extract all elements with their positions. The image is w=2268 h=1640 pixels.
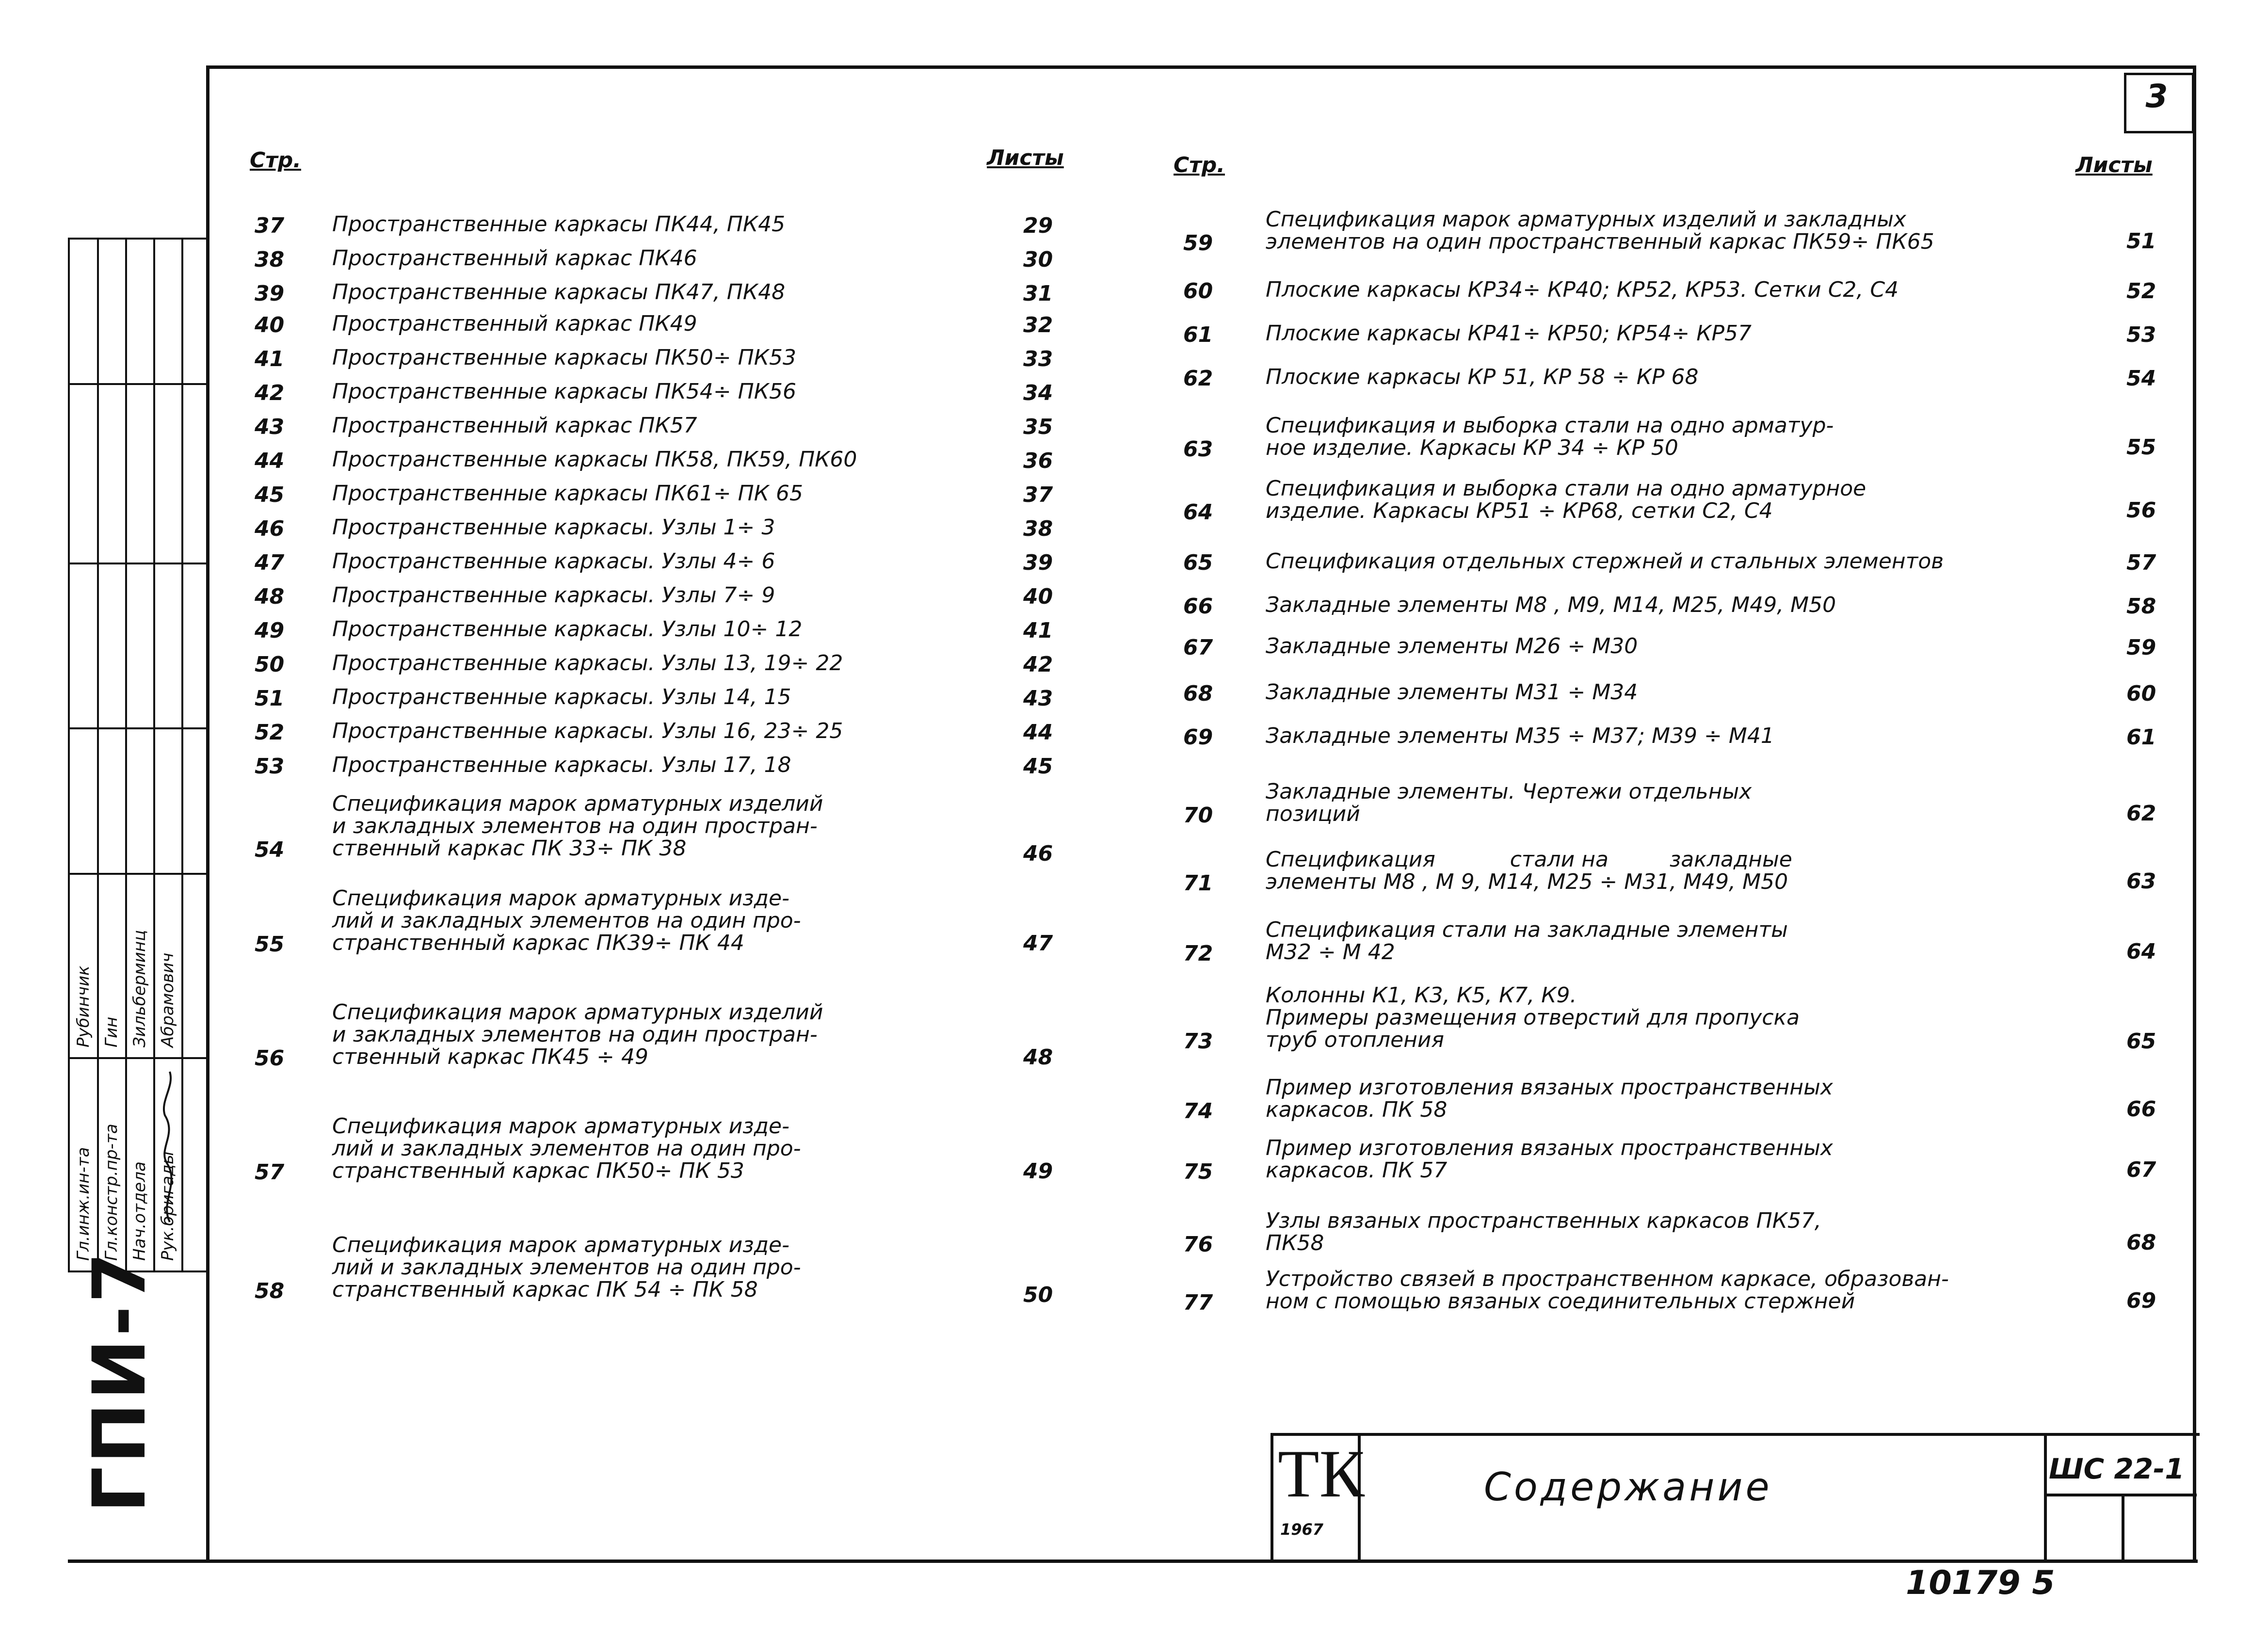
approval-stamp <box>68 238 209 1275</box>
right-sheet-number: 52 <box>2126 279 2156 304</box>
tk-logo: ТК <box>1278 1436 1365 1511</box>
right-entry-title: Плоские каркасы КР41÷ КР50; КР54÷ КР57 <box>1266 321 1752 346</box>
left-entry-title: Пространственные каркасы ПК54÷ ПК56 <box>332 379 796 404</box>
left-sheet-number: 34 <box>1023 381 1053 405</box>
stamp-role-chief-engineer: Гл.инж.ин-та <box>74 1147 93 1261</box>
right-page-number: 64 <box>1183 500 1213 525</box>
right-sheet-number: 65 <box>2126 1029 2156 1054</box>
left-sheet-number: 48 <box>1023 1045 1053 1070</box>
left-sheet-number: 32 <box>1023 313 1053 338</box>
right-entry-title: Колонны К1, К3, К5, К7, К9. Примеры размещения отверстий для пропуска труб отопления <box>1266 983 1800 1052</box>
right-entry-title: Закладные элементы М26 ÷ М30 <box>1266 634 1638 659</box>
stamp-grid <box>68 238 206 1272</box>
left-page-number: 38 <box>255 247 285 272</box>
right-entry-title: Спецификация стали на закладные элементы М32 ÷ М 42 <box>1266 917 1788 965</box>
right-sheet-number: 58 <box>2126 594 2156 619</box>
frame-right-line <box>2193 65 2196 1561</box>
stamp-col-line <box>125 238 127 1270</box>
right-sheet-number: 57 <box>2126 550 2156 575</box>
left-page-number: 55 <box>255 932 285 957</box>
left-entry-title: Пространственный каркас ПК57 <box>332 413 697 438</box>
left-entry-title: Спецификация марок арматурных изделий и закладных элементов на один простран- ственный каркас ПК45 ÷ 49 <box>332 1000 823 1069</box>
right-page-number: 68 <box>1183 681 1213 706</box>
stamp-name-3: Зильберминц <box>130 930 149 1047</box>
stamp-name-1: Рубинчик <box>74 965 93 1047</box>
left-sheet-number: 38 <box>1023 516 1053 541</box>
right-page-number: 61 <box>1183 322 1213 347</box>
stamp-row-line <box>68 563 206 564</box>
right-sheet-number: 60 <box>2126 681 2156 706</box>
right-page-number: 66 <box>1183 594 1213 619</box>
left-sheet-number: 46 <box>1023 841 1053 866</box>
right-sheets-header: Листы <box>2075 153 2153 177</box>
left-entry-title: Пространственные каркасы ПК44, ПК45 <box>332 212 786 237</box>
frame-top-line <box>206 65 2196 69</box>
right-sheet-number: 69 <box>2126 1288 2156 1313</box>
right-sheet-number: 54 <box>2126 366 2156 391</box>
side-label: ГПИ-7 <box>78 1249 162 1513</box>
right-sheet-number: 56 <box>2126 498 2156 523</box>
inventory-number: 10179 5 <box>1906 1564 2055 1602</box>
stamp-name-4: Абрамович <box>158 952 177 1047</box>
left-page-number: 48 <box>255 584 285 609</box>
stamp-role-dept-head: Нач.отдела <box>130 1161 149 1261</box>
left-page-number: 53 <box>255 754 285 779</box>
left-sheet-number: 44 <box>1023 720 1053 745</box>
stamp-col-line <box>68 238 70 1270</box>
left-sheet-number: 35 <box>1023 415 1053 439</box>
left-entry-title: Пространственные каркасы ПК50÷ ПК53 <box>332 345 796 370</box>
right-sheet-number: 66 <box>2126 1097 2156 1122</box>
right-sheet-number: 68 <box>2126 1230 2156 1255</box>
left-entry-title: Пространственные каркасы. Узлы 17, 18 <box>332 753 791 777</box>
right-sheet-number: 62 <box>2126 801 2156 826</box>
left-entry-title: Спецификация марок арматурных изделий и закладных элементов на один простран- ственный каркас ПК 33÷ ПК 38 <box>332 791 823 861</box>
right-entry-title: Спецификация марок арматурных изделий и закладных элементов на один пространственный каркас ПК59÷ ПК65 <box>1266 207 1934 254</box>
sheet-number: 3 <box>2145 78 2168 115</box>
tk-year: 1967 <box>1280 1520 1324 1539</box>
right-sheet-number: 64 <box>2126 939 2156 964</box>
left-sheet-number: 49 <box>1023 1159 1053 1184</box>
left-sheet-number: 29 <box>1023 213 1053 238</box>
right-page-number: 72 <box>1183 941 1213 966</box>
right-sheet-number: 63 <box>2126 869 2156 894</box>
right-page-number: 63 <box>1183 437 1213 462</box>
title-block-divider <box>2044 1494 2197 1496</box>
right-page-number: 74 <box>1183 1099 1213 1124</box>
stamp-name-2: Гин <box>102 1016 121 1047</box>
left-page-number: 43 <box>255 415 285 439</box>
right-page-number: 60 <box>1183 279 1213 304</box>
left-page-number: 42 <box>255 381 285 405</box>
stamp-col-line <box>97 238 99 1270</box>
left-page-number: 44 <box>255 449 285 473</box>
stamp-row-line <box>68 727 206 729</box>
left-page-number: 46 <box>255 516 285 541</box>
right-entry-title: Спецификация стали на закладные элементы М8 , М 9, М14, М25 ÷ М31, М49, М50 <box>1266 847 1792 894</box>
left-entry-title: Пространственные каркасы. Узлы 16, 23÷ 25 <box>332 719 843 743</box>
document-title: Содержание <box>1484 1464 1772 1510</box>
stamp-role-team-lead: Рук.бригады <box>158 1151 177 1261</box>
stamp-row-line <box>68 873 206 875</box>
stamp-row-line <box>68 1057 206 1059</box>
left-entry-title: Спецификация марок арматурных изде- лий и закладных элементов на один про- странственный каркас ПК 54 ÷ ПК 58 <box>332 1233 801 1302</box>
right-page-number: 59 <box>1183 231 1213 256</box>
left-sheets-header: Листы <box>987 145 1064 170</box>
stamp-role-chief-designer: Гл.констр.пр-та <box>102 1124 121 1261</box>
right-entry-title: Плоские каркасы КР34÷ КР40; КР52, КР53. Сетки С2, С4 <box>1266 277 1899 302</box>
right-entry-title: Закладные элементы М31 ÷ М34 <box>1266 680 1638 705</box>
right-page-number: 65 <box>1183 550 1213 575</box>
left-page-number: 57 <box>255 1160 285 1185</box>
left-entry-title: Спецификация марок арматурных изде- лий и закладных элементов на один про- странственный каркас ПК50÷ ПК 53 <box>332 1114 801 1183</box>
left-sheet-number: 42 <box>1023 652 1053 677</box>
left-entry-title: Пространственный каркас ПК46 <box>332 246 697 271</box>
left-entry-title: Пространственные каркасы ПК61÷ ПК 65 <box>332 481 803 506</box>
left-page-number: 39 <box>255 281 285 306</box>
left-page-number: 54 <box>255 837 285 862</box>
right-entry-title: Пример изготовления вязаных пространственных каркасов. ПК 58 <box>1266 1075 1833 1122</box>
left-sheet-number: 40 <box>1023 584 1053 609</box>
left-entry-title: Пространственные каркасы. Узлы 4÷ 6 <box>332 549 775 574</box>
left-sheet-number: 47 <box>1023 931 1053 956</box>
right-entry-title: Закладные элементы. Чертежи отдельных позиций <box>1266 779 1752 826</box>
left-sheet-number: 30 <box>1023 247 1053 272</box>
left-sheet-number: 43 <box>1023 686 1053 711</box>
left-page-number: 52 <box>255 720 285 745</box>
right-entry-title: Спецификация отдельных стержней и стальных элементов <box>1266 549 1944 574</box>
title-block-divider <box>2044 1433 2047 1560</box>
right-sheet-number: 53 <box>2126 322 2156 347</box>
left-entry-title: Пространственные каркасы ПК58, ПК59, ПК60 <box>332 447 857 472</box>
left-page-number: 40 <box>255 313 285 338</box>
left-page-header: Стр. <box>250 148 302 173</box>
left-sheet-number: 33 <box>1023 347 1053 371</box>
right-page-number: 77 <box>1183 1290 1213 1315</box>
left-sheet-number: 45 <box>1023 754 1053 779</box>
left-sheet-number: 31 <box>1023 281 1053 306</box>
right-sheet-number: 67 <box>2126 1158 2156 1182</box>
right-sheet-number: 59 <box>2126 635 2156 660</box>
right-sheet-number: 55 <box>2126 435 2156 460</box>
left-sheet-number: 36 <box>1023 449 1053 473</box>
left-page-number: 45 <box>255 482 285 507</box>
left-entry-title: Пространственный каркас ПК49 <box>332 311 697 336</box>
document-code: ШС 22-1 <box>2049 1452 2185 1485</box>
left-page-number: 37 <box>255 213 285 238</box>
left-entry-title: Пространственные каркасы ПК47, ПК48 <box>332 280 786 305</box>
left-entry-title: Пространственные каркасы. Узлы 10÷ 12 <box>332 617 803 642</box>
right-page-number: 67 <box>1183 635 1213 660</box>
right-entry-title: Узлы вязаных пространственных каркасов ПК57, ПК58 <box>1266 1208 1821 1255</box>
left-page-number: 58 <box>255 1279 285 1303</box>
right-entry-title: Устройство связей в пространственном каркасе, образован- ном с помощью вязаных соединительных стержней <box>1266 1267 1949 1314</box>
right-entry-title: Спецификация и выборка стали на одно арматурное изделие. Каркасы КР51 ÷ КР68, сетки С2, С4 <box>1266 476 1866 523</box>
right-page-header: Стр. <box>1174 153 1225 177</box>
right-page-number: 62 <box>1183 366 1213 391</box>
right-page-number: 69 <box>1183 725 1213 750</box>
stamp-signature <box>155 1067 184 1232</box>
right-sheet-number: 61 <box>2126 725 2156 750</box>
right-page-number: 76 <box>1183 1232 1213 1257</box>
left-entry-title: Спецификация марок арматурных изде- лий и закладных элементов на один про- странственный каркас ПК39÷ ПК 44 <box>332 886 801 955</box>
right-entry-title: Плоские каркасы КР 51, КР 58 ÷ КР 68 <box>1266 365 1699 389</box>
left-entry-title: Пространственные каркасы. Узлы 1÷ 3 <box>332 515 775 540</box>
right-entry-title: Закладные элементы М35 ÷ М37; М39 ÷ М41 <box>1266 724 1774 748</box>
right-entry-title: Спецификация и выборка стали на одно арматур- ное изделие. Каркасы КР 34 ÷ КР 50 <box>1266 413 1834 460</box>
title-block-divider <box>2122 1494 2124 1560</box>
left-page-number: 47 <box>255 550 285 575</box>
left-entry-title: Пространственные каркасы. Узлы 7÷ 9 <box>332 583 775 608</box>
left-sheet-number: 39 <box>1023 550 1053 575</box>
stamp-row-line <box>68 383 206 385</box>
right-entry-title: Закладные элементы М8 , М9, М14, М25, М49, М50 <box>1266 593 1836 617</box>
left-page-number: 56 <box>255 1046 285 1071</box>
right-page-number: 71 <box>1183 871 1213 896</box>
left-page-number: 41 <box>255 347 285 371</box>
left-page-number: 51 <box>255 686 285 711</box>
right-sheet-number: 51 <box>2126 229 2156 254</box>
left-entry-title: Пространственные каркасы. Узлы 13, 19÷ 22 <box>332 651 843 675</box>
right-page-number: 75 <box>1183 1159 1213 1184</box>
right-entry-title: Пример изготовления вязаных пространственных каркасов. ПК 57 <box>1266 1136 1833 1183</box>
left-sheet-number: 37 <box>1023 482 1053 507</box>
left-sheet-number: 50 <box>1023 1283 1053 1307</box>
left-sheet-number: 41 <box>1023 618 1053 643</box>
right-page-number: 70 <box>1183 803 1213 828</box>
left-page-number: 49 <box>255 618 285 643</box>
left-page-number: 50 <box>255 652 285 677</box>
right-page-number: 73 <box>1183 1029 1213 1054</box>
left-entry-title: Пространственные каркасы. Узлы 14, 15 <box>332 685 791 709</box>
